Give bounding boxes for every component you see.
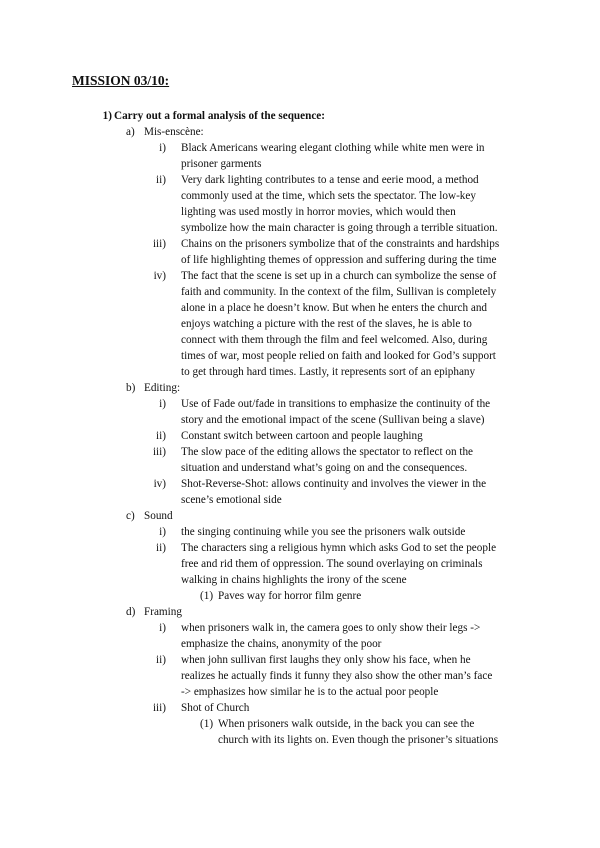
item-line: commonly used at the time, which sets the spectator. The low-key <box>181 190 476 202</box>
item-line: The characters sing a religious hymn which asks God to set the people <box>181 542 497 554</box>
question-number: 1) <box>102 110 112 122</box>
item-line: Shot-Reverse-Shot: allows continuity and involves the viewer in the <box>181 478 487 490</box>
item-line: prisoner garments <box>181 158 262 170</box>
section-b-label: b) <box>126 382 136 394</box>
section-c-label: c) <box>126 510 135 522</box>
section-d-title: Framing <box>144 606 182 618</box>
item-line: enjoys watching a picture with the rest of the slaves, he is able to <box>181 318 472 330</box>
section-a-title: Mis-enscène: <box>144 126 204 138</box>
item-number: iii) <box>152 446 166 458</box>
item-line: The fact that the scene is set up in a church can symbolize the sense of <box>181 270 497 282</box>
item-number: iii) <box>152 238 166 250</box>
item-line: connect with them through the film and feel welcomed. Also, during <box>181 334 488 346</box>
item-line: scene’s emotional side <box>181 494 282 506</box>
item-line: to get through hard times. Lastly, it represents sort of an epiphany <box>181 366 476 378</box>
section-a-label: a) <box>126 126 135 138</box>
item-line: The slow pace of the editing allows the spectator to reflect on the <box>181 446 474 458</box>
item-line: realizes he actually finds it funny they also show the other man’s face <box>181 670 493 682</box>
item-line: Black Americans wearing elegant clothing while white men were in <box>181 142 485 154</box>
item-line: story and the emotional impact of the scene (Sullivan being a slave) <box>181 414 485 426</box>
section-b-title: Editing: <box>144 382 181 394</box>
sub-item-line: church with its lights on. Even though the prisoner’s situations <box>218 734 499 746</box>
page-title: MISSION 03/10: <box>72 73 170 88</box>
item-number: ii) <box>156 430 166 442</box>
item-line: free and rid them of oppression. The sound overlaying on criminals <box>181 558 483 570</box>
item-number: iv) <box>153 270 166 282</box>
item-number: ii) <box>156 174 166 186</box>
item-line: Use of Fade out/fade in transitions to emphasize the continuity of the <box>181 398 491 410</box>
question-text: Carry out a formal analysis of the sequence: <box>114 110 325 122</box>
sub-item-line: When prisoners walk outside, in the back you can see the <box>218 718 475 730</box>
item-line: Very dark lighting contributes to a tense and eerie mood, a method <box>181 174 479 186</box>
item-number: iii) <box>152 702 166 714</box>
item-line: emphasize the chains, anonymity of the poor <box>181 638 382 650</box>
item-line: the singing continuing while you see the prisoners walk outside <box>181 526 466 538</box>
sub-item-line: Paves way for horror film genre <box>218 590 362 602</box>
item-line: -> emphasizes how similar he is to the actual poor people <box>181 686 439 698</box>
item-number: i) <box>159 526 166 538</box>
item-line: walking in chains highlights the irony of the scene <box>181 574 407 586</box>
item-line: Chains on the prisoners symbolize that of the constraints and hardships <box>181 238 500 250</box>
item-line: when prisoners walk in, the camera goes to only show their legs -> <box>181 622 481 634</box>
item-number: ii) <box>156 542 166 554</box>
item-line: situation and understand what’s going on and the consequences. <box>181 462 468 474</box>
section-c-title: Sound <box>144 510 173 522</box>
sub-item-number: (1) <box>200 718 214 730</box>
section-d-label: d) <box>126 606 136 618</box>
item-line: Shot of Church <box>181 702 250 714</box>
item-number: i) <box>159 142 166 154</box>
item-line: times of war, most people relied on faith and looked for God’s support <box>181 350 496 362</box>
item-line: when john sullivan first laughs they only show his face, when he <box>181 654 471 666</box>
item-line: Constant switch between cartoon and people laughing <box>181 430 423 442</box>
sub-item-number: (1) <box>200 590 214 602</box>
item-number: i) <box>159 622 166 634</box>
item-line: lighting was used mostly in horror movies, which would then <box>181 206 456 218</box>
item-line: alone in a place he doesn’t know. But when he enters the church and <box>181 302 488 314</box>
item-number: iv) <box>153 478 166 490</box>
item-line: faith and community. In the context of the film, Sullivan is completely <box>181 286 497 298</box>
item-number: i) <box>159 398 166 410</box>
item-line: of life highlighting themes of oppression and suffering during the time <box>181 254 497 266</box>
item-number: ii) <box>156 654 166 666</box>
item-line: symbolize how the main character is going through a terrible situation. <box>181 222 498 234</box>
